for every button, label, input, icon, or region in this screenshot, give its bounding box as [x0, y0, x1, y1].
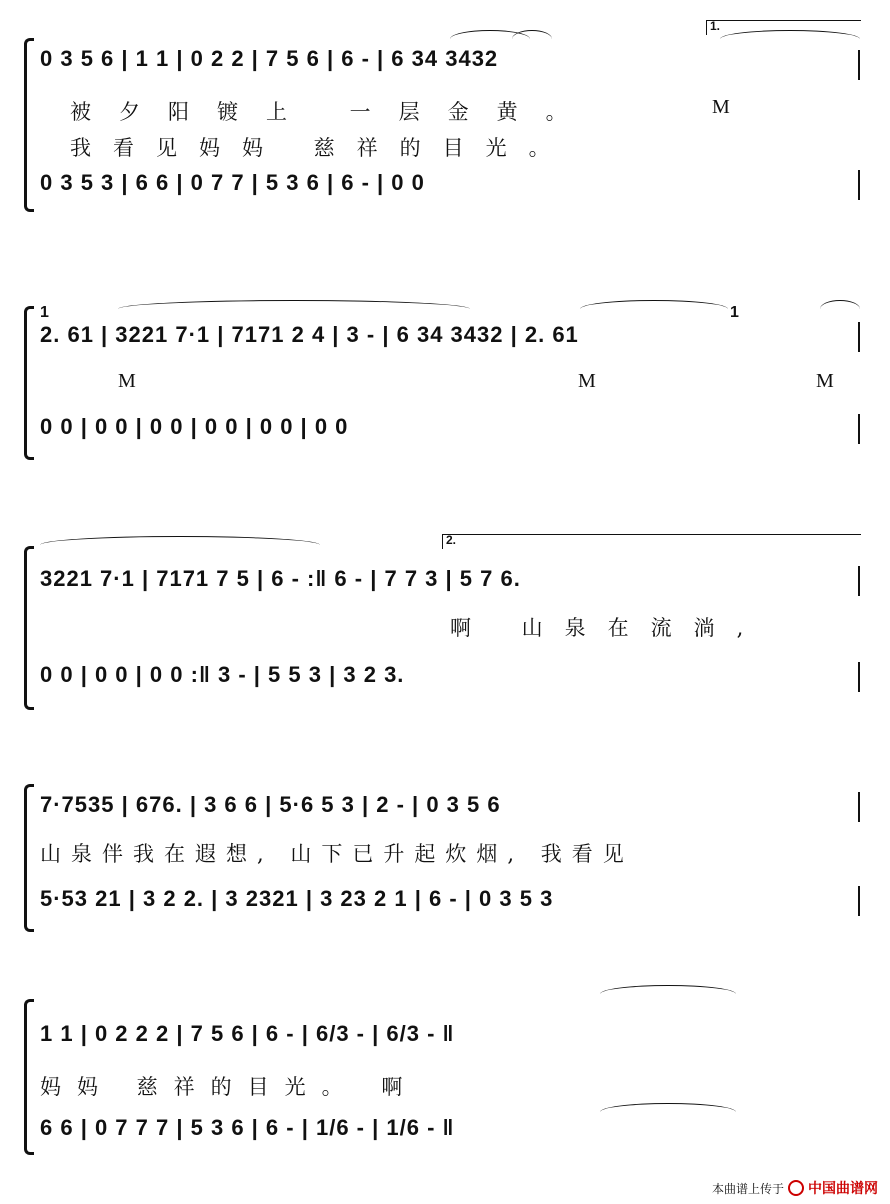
system-5 [0, 985, 890, 1155]
footer-text: 本曲谱上传于 [711, 1181, 784, 1196]
upper-voice: 2. 61 | 3221 7·1 | 7171 2 4 | 3 - | 6 34 3432 | 2. 61 [40, 322, 579, 347]
tie [580, 300, 728, 309]
tie [820, 300, 860, 309]
melisma-mark: M [118, 370, 136, 392]
tie [118, 300, 470, 309]
end-barline [858, 322, 860, 352]
lower-voice: 0 3 5 3 | 6 6 | 0 7 7 | 5 3 6 | 6 - | 0 0 [40, 170, 425, 195]
system-brace [24, 38, 34, 212]
end-barline [858, 566, 860, 596]
system-4 [0, 780, 890, 930]
tie [40, 536, 320, 545]
melisma-mark: M [712, 96, 730, 118]
volta-bracket: 1. [706, 20, 861, 35]
lower-voice: 5·53 21 | 3 2 2. | 3 2321 | 3 23 2 1 | 6 - | 0 3 5 3 [40, 886, 554, 911]
end-barline [858, 50, 860, 80]
end-barline [858, 662, 860, 692]
site-name: 中国曲谱网 [808, 1180, 878, 1196]
system-1 [0, 19, 890, 210]
system-brace [24, 999, 34, 1155]
system-brace [24, 306, 34, 460]
upper-voice: 1 1 | 0 2 2 2 | 7 5 6 | 6 - | 6/3 - | 6/3 - ‖ [40, 1021, 455, 1046]
volta-bracket: 2. [442, 534, 861, 549]
system-2 [0, 300, 890, 460]
lyric-verse-1: 被夕阳镀上 一层金黄。 [70, 100, 595, 124]
system-3 [0, 533, 890, 710]
grace-note: 1 [40, 304, 49, 321]
lyric-verse-1: 妈妈 慈祥的目光。 啊 [40, 1075, 419, 1099]
lyric-verse-1: 山泉伴我在遐想, 山下已升起炊烟, 我看见 [40, 842, 634, 866]
system-brace [24, 784, 34, 932]
tie [600, 985, 736, 994]
lower-voice: 6 6 | 0 7 7 7 | 5 3 6 | 6 - | 1/6 - | 1/6 - ‖ [40, 1115, 455, 1140]
lyric-verse-2: 我看见妈妈 慈祥的目光。 [70, 136, 572, 160]
upper-voice: 0 3 5 6 | 1 1 | 0 2 2 | 7 5 6 | 6 - | 6 34 3432 [40, 46, 499, 71]
upper-voice: 7·7535 | 676. | 3 6 6 | 5·6 5 3 | 2 - | 0 3 5 6 [40, 792, 501, 817]
lower-voice: 0 0 | 0 0 | 0 0 | 0 0 | 0 0 | 0 0 [40, 414, 349, 439]
end-barline [858, 414, 860, 444]
melisma-mark: M [578, 370, 596, 392]
upload-credit [712, 1178, 878, 1198]
site-logo-icon [788, 1180, 804, 1196]
grace-note: 1 [730, 304, 739, 321]
melisma-mark: M [816, 370, 834, 392]
system-brace [24, 546, 34, 710]
lyric-verse-1: 啊 山泉在流淌, [450, 616, 766, 640]
end-barline [858, 792, 860, 822]
slur [512, 30, 552, 39]
end-barline [858, 886, 860, 916]
tie [600, 1103, 736, 1112]
lower-voice: 0 0 | 0 0 | 0 0 :‖ 3 - | 5 5 3 | 3 2 3. [40, 662, 405, 687]
end-barline [858, 170, 860, 200]
upper-voice: 3221 7·1 | 7171 7 5 | 6 - :‖ 6 - | 7 7 3 | 5 7 6. [40, 566, 521, 591]
